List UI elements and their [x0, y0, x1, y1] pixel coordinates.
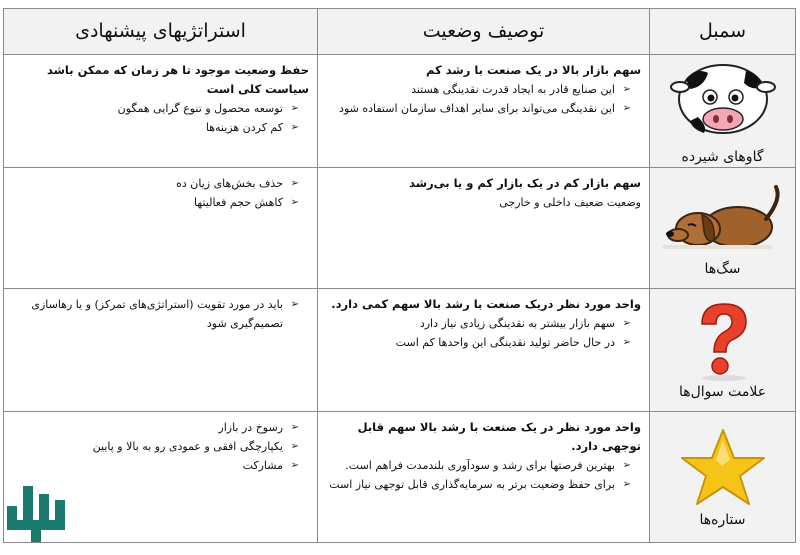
arrow-bullet-icon: ➢	[290, 196, 299, 208]
description-heading: سهم بازار کم در یک بازار کم و یا بی‌رشد	[409, 175, 641, 190]
star-icon	[678, 426, 768, 510]
description-heading: واحد مورد نظر در یک صنعت با رشد بالا سهم قابل توجهی دارد.	[357, 419, 641, 453]
description-cell	[318, 54, 650, 167]
strategy-cell	[4, 54, 318, 167]
table-row	[4, 411, 796, 542]
arrow-bullet-icon: ➢	[622, 317, 631, 329]
arrow-bullet-icon: ➢	[290, 177, 299, 189]
description-cell	[318, 288, 650, 411]
list-item: ➢ این نقدینگی می‌تواند برای سایر اهداف سازمان استفاده شود	[326, 99, 631, 118]
symbol-label: علامت سوال‌ها	[678, 383, 767, 400]
dog-icon	[658, 179, 788, 259]
arrow-bullet-icon: ➢	[290, 298, 299, 310]
arrow-bullet-icon: ➢	[622, 459, 631, 471]
list-item: ➢ در حال حاضر تولید نقدینگی این واحدها کم است	[326, 333, 631, 352]
symbol-cell	[650, 411, 796, 542]
header-row	[4, 9, 796, 55]
arrow-bullet-icon: ➢	[290, 459, 299, 471]
strategy-cell	[4, 167, 318, 288]
strategy-heading: حفظ وضعیت موجود تا هر زمان که ممکن باشد سیاست کلی است	[46, 62, 309, 96]
table-row	[4, 288, 796, 411]
description-cell	[318, 167, 650, 288]
header-strategies: استراتژیهای پیشنهادی	[4, 9, 318, 55]
list-item: ➢ کاهش حجم فعالیتها	[12, 193, 299, 212]
arrow-bullet-icon: ➢	[290, 102, 299, 114]
arrow-bullet-icon: ➢	[622, 336, 631, 348]
site-logo-icon	[5, 480, 69, 544]
list-item: ➢ رسوخ در بازار	[12, 418, 299, 437]
list-item: ➢ این صنایع قادر به ایجاد قدرت نقدینگی هستند	[326, 80, 631, 99]
description-cell	[318, 411, 650, 542]
question-mark-icon	[688, 300, 758, 382]
table-row	[4, 167, 796, 288]
list-item: ➢ یکپارچگی افقی و عمودی رو به بالا و پایین	[12, 437, 299, 456]
list-item: ➢ سهم بازار بیشتر به نقدینگی زیادی نیاز دارد	[326, 314, 631, 333]
arrow-bullet-icon: ➢	[622, 83, 631, 95]
description-text: وضعیت ضعیف داخلی و خارجی	[499, 195, 641, 209]
list-item: ➢ توسعه محصول و تنوع گرایی همگون	[12, 99, 299, 118]
arrow-bullet-icon: ➢	[290, 121, 299, 133]
list-item: ➢ حذف بخش‌های زیان ده	[12, 174, 299, 193]
arrow-bullet-icon: ➢	[290, 440, 299, 452]
table-row	[4, 54, 796, 167]
arrow-bullet-icon: ➢	[622, 478, 631, 490]
symbol-label: ستاره‌ها	[699, 511, 746, 528]
list-item: ➢ مشارکت	[12, 456, 299, 475]
list-item: ➢ کم کردن هزینه‌ها	[12, 118, 299, 137]
symbol-cell	[650, 54, 796, 167]
list-item: ➢ بهترین فرصتها برای رشد و سودآوری بلندمدت فراهم است.	[326, 456, 631, 475]
arrow-bullet-icon: ➢	[290, 421, 299, 433]
list-item: ➢ باید در مورد تقویت (استراتژی‌های تمرکز) و یا رهاسازی تصمیم‌گیری شود	[12, 295, 299, 333]
bcg-matrix-table	[3, 8, 796, 543]
header-description: توصیف وضعیت	[318, 9, 650, 55]
symbol-label: سگ‌ها	[704, 260, 741, 277]
list-item: ➢ برای حفظ وضعیت برتر به سرمایه‌گذاری قابل توجهی نیاز است	[326, 475, 631, 494]
symbol-cell	[650, 288, 796, 411]
cow-icon	[668, 57, 778, 147]
symbol-cell	[650, 167, 796, 288]
header-symbol: سمبل	[650, 9, 796, 55]
description-heading: واحد مورد نظر دریک صنعت با رشد بالا سهم کمی دارد.	[331, 296, 641, 311]
symbol-label: گاوهای شیرده	[681, 148, 764, 165]
arrow-bullet-icon: ➢	[622, 102, 631, 114]
strategy-cell	[4, 288, 318, 411]
description-heading: سهم بازار بالا در یک صنعت با رشد کم	[426, 62, 641, 77]
